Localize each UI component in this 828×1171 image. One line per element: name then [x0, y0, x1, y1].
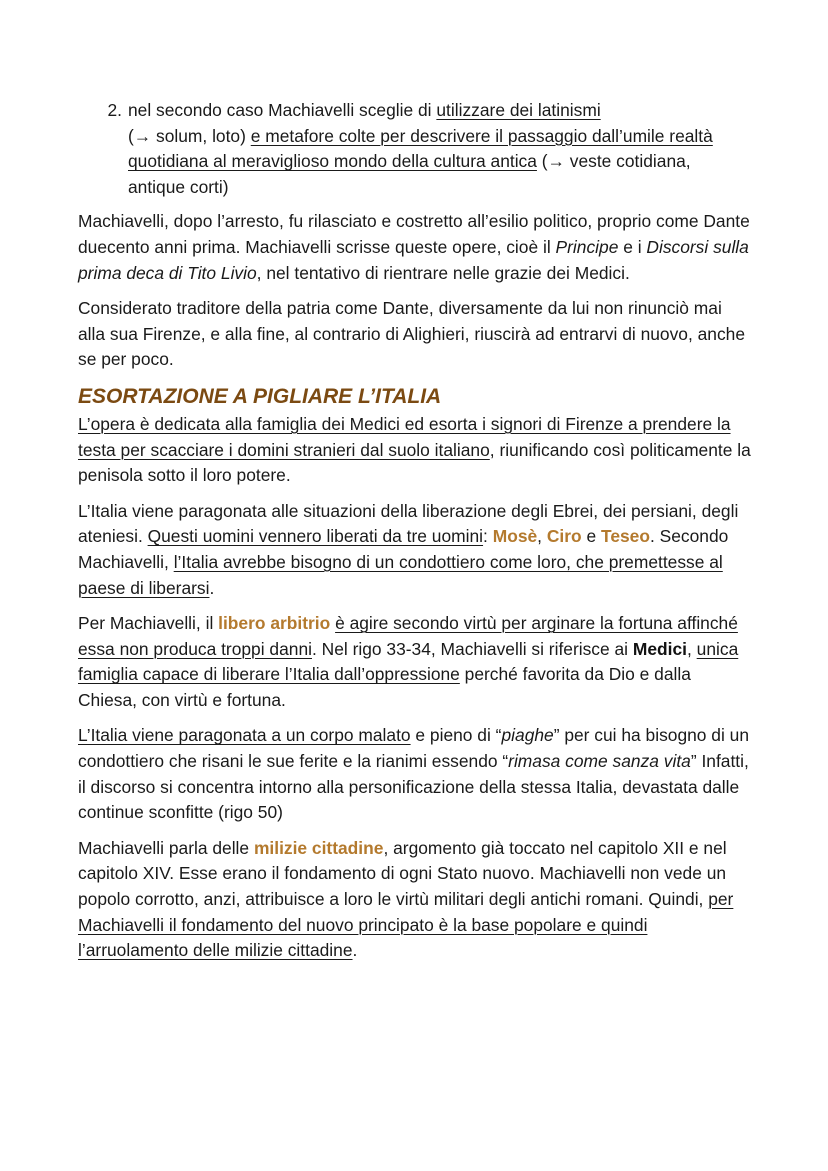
- paragraph-free-will: Per Machiavelli, il libero arbitrio è agire secondo virtù per arginare la fortuna affinché essa non produca troppi danni. Nel rigo 33-34, Machiavelli si riferisce ai Medici, unica famiglia capace di liberare l’Italia dall’oppressione perché favorita da Dio e dalla Chiesa, con virtù e fortuna.: [78, 613, 739, 710]
- paragraph-dedication: L’opera è dedicata alla famiglia dei Medici ed esorta i signori di Firenze a prendere la testa per scacciare i domini stranieri dal suolo italiano, riunificando così politicamente la penisola sotto il loro potere.: [78, 413, 751, 486]
- list-number: 2.: [107, 100, 122, 120]
- paragraph-comparison: L’Italia viene paragonata alle situazioni della liberazione degli Ebrei, dei persiani, degli ateniesi. Questi uomini vennero liberati da tre uomini: Mosè, Ciro e Teseo. Secondo Machiavelli, l’Italia avrebbe bisogno di un condottiero come loro, che premettesse al paese di liberarsi.: [78, 500, 739, 598]
- numbered-list-item: [78, 98, 752, 200]
- list-item-text: nel secondo caso Machiavelli sceglie di utilizzare dei latinismi (→ solum, loto) e metafore colte per descrivere il passaggio dall’umile realtà quotidiana al meraviglioso mondo della cultura antica (→ veste cotidiana, antique corti): [128, 100, 713, 197]
- paragraph-militia: Machiavelli parla delle milizie cittadine, argomento già toccato nel capitolo XII e nel capitolo XIV. Esse erano il fondamento di ogni Stato nuovo. Machiavelli non vede un popolo corrotto, anzi, attribuisce a loro le virtù militari degli antichi romani. Quindi, per Machiavelli il fondamento del nuovo principato è la base popolare e quindi l’arruolamento delle milizie cittadine.: [78, 837, 734, 961]
- section-heading: ESORTAZIONE A PIGLIARE L’ITALIA: [78, 384, 442, 408]
- paragraph-sick-body: L’Italia viene paragonata a un corpo malato e pieno di “piaghe” per cui ha bisogno di un condottiero che risani le sue ferite e la rianimi essendo “rimasa come sanza vita” Infatti, il discorso si concentra intorno alla personificazione della stessa Italia, devastata dalle continue sconfitte (rigo 50): [78, 725, 750, 823]
- paragraph-traitor: Considerato traditore della patria come Dante, diversamente da lui non rinunciò mai alla sua Firenze, e alla fine, al contrario di Alighieri, riuscirà ad entrarvi di nuovo, anche se per poco.: [78, 298, 745, 370]
- paragraph-exile: Machiavelli, dopo l’arresto, fu rilasciato e costretto all’esilio politico, proprio come Dante duecento anni prima. Machiavelli scrisse queste opere, cioè il Principe e i Discorsi sulla prima deca di Tito Livio, nel tentativo di rientrare nelle grazie dei Medici.: [78, 211, 750, 283]
